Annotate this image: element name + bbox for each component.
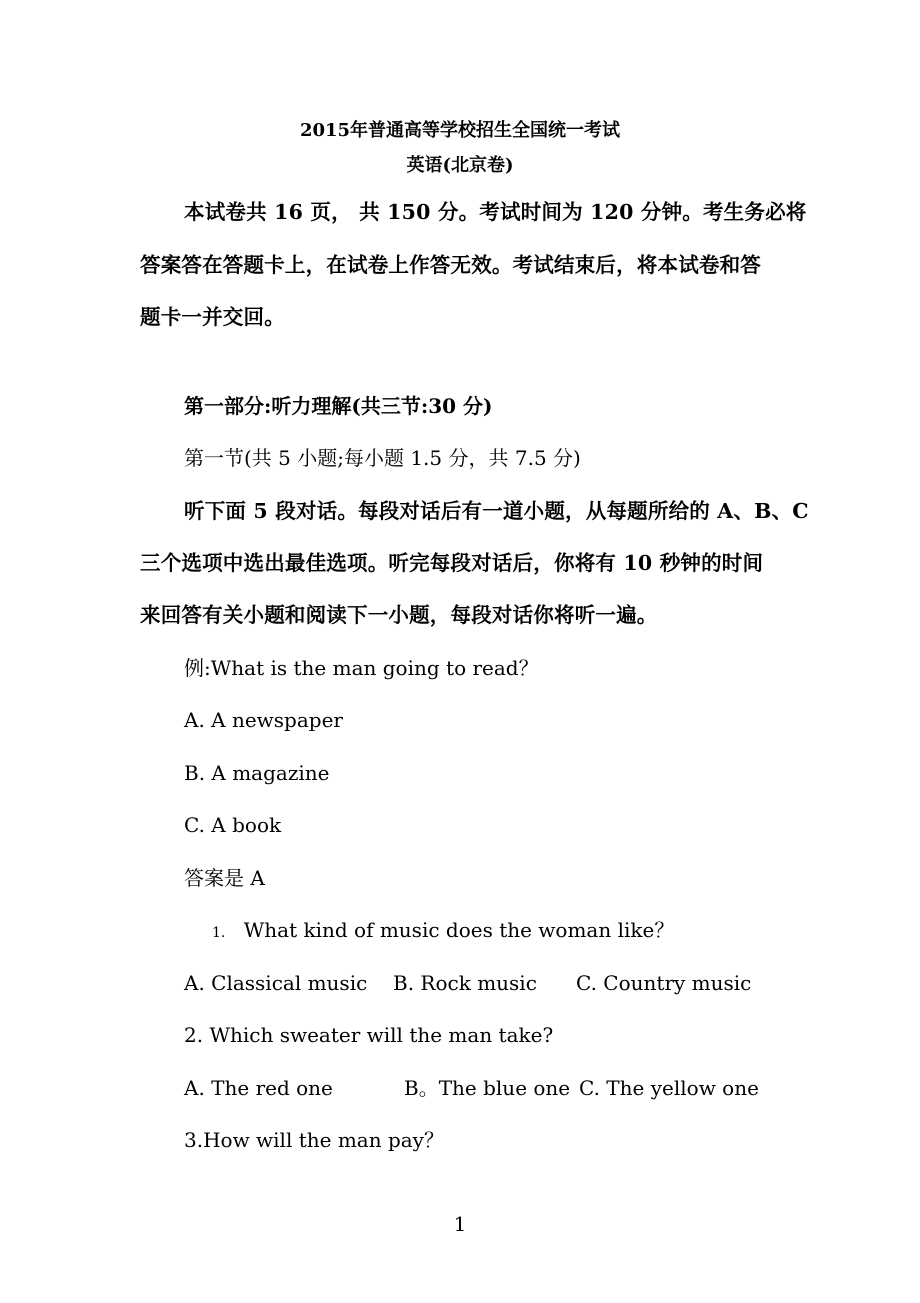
question-2-option-a: A. The red one — [184, 1076, 333, 1100]
page-number: 1 — [453, 1212, 467, 1236]
question-2-option-c: C. The yellow one — [579, 1076, 759, 1100]
question-2-option-b: B。The blue one — [404, 1076, 571, 1100]
question-1-number: 1. — [212, 925, 226, 941]
directions-line-1: 听下面 5 段对话。每段对话后有一道小题，从每题所给的 A、B、C — [184, 499, 809, 523]
exam-subtitle: 英语(北京卷) — [406, 155, 514, 176]
section1-heading: 第一节(共 5 小题;每小题 1.5 分，共 7.5 分) — [184, 446, 581, 470]
question-1 — [212, 917, 674, 946]
question-1-text: What kind of music does the woman like？ — [243, 918, 675, 942]
question-2: 2. Which sweater will the man take? — [184, 1023, 554, 1047]
example-question: 例:What is the man going to read？ — [184, 656, 539, 680]
directions-line-2: 三个选项中选出最佳选项。听完每段对话后，你将有 10 秒钟的时间 — [140, 551, 764, 575]
directions-line-3: 来回答有关小题和阅读下一小题，每段对话你将听一遍。 — [140, 603, 658, 627]
instructions-line-3: 题卡一并交回。 — [140, 305, 285, 329]
exam-title: 2015年普通高等学校招生全国统一考试 — [299, 120, 621, 141]
example-answer: 答案是 A — [184, 866, 265, 890]
example-option-c: C. A book — [184, 813, 282, 837]
question-1-option-c: C. Country music — [576, 971, 752, 995]
instructions-line-2: 答案答在答题卡上，在试卷上作答无效。考试结束后，将本试卷和答 — [140, 253, 761, 277]
part1-heading: 第一部分:听力理解(共三节:30 分) — [184, 394, 493, 418]
question-1-option-a: A. Classical music — [184, 971, 368, 995]
question-1-option-b: B. Rock music — [393, 971, 537, 995]
example-option-b: B. A magazine — [184, 761, 330, 785]
instructions-line-1: 本试卷共 16 页， 共 150 分。考试时间为 120 分钟。考生务必将 — [184, 200, 807, 224]
question-3: 3.How will the man pay？ — [184, 1128, 444, 1152]
example-option-a: A. A newspaper — [184, 708, 343, 732]
